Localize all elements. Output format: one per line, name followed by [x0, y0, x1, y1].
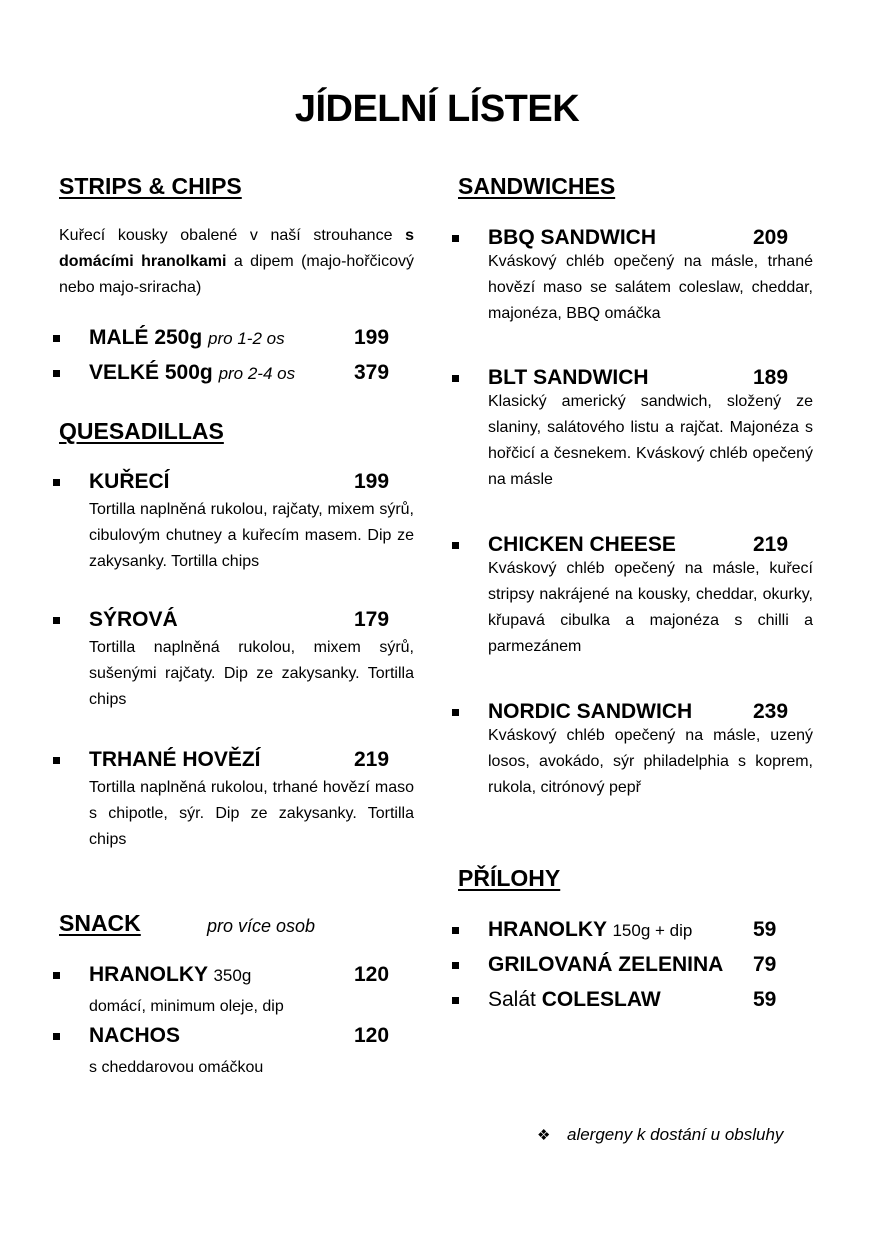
item-price: 59 [753, 918, 777, 941]
item-name: HRANOLKY [89, 963, 208, 986]
item-name: VELKÉ 500g [89, 361, 213, 384]
item-description: Tortilla naplněná rukolou, trhané hovězí maso s chipotle, sýr. Dip ze zakysanky. Tortilla chips [89, 779, 414, 848]
square-bullet-icon [452, 375, 459, 382]
item-name: SÝROVÁ [89, 608, 178, 631]
item-description: Tortilla naplněná rukolou, rajčaty, mixem sýrů, cibulovým chutney a kuřecím masem. Dip ze zakysanky. Tortilla chips [89, 501, 414, 570]
section-heading-prilohy: PŘÍLOHY [458, 865, 561, 891]
item-note: pro 2-4 os [218, 364, 296, 383]
strips-intro [59, 223, 414, 301]
section-heading-strips: STRIPS & CHIPS [59, 173, 242, 199]
item-price: 199 [354, 470, 390, 493]
item-name: BBQ SANDWICH [488, 226, 656, 249]
item-price: 199 [354, 326, 390, 349]
intro-bold-text: s domácími hranolkami [59, 227, 414, 270]
item-price: 239 [753, 700, 789, 723]
item-price: 219 [753, 533, 789, 556]
item-name-wrapper [89, 326, 285, 350]
intro-text: Kuřecí kousky obalené v naší strouhance [59, 227, 406, 244]
page-title: JÍDELNÍ LÍSTEK [294, 88, 580, 130]
item-weight: 350g [213, 966, 252, 985]
item-name-wrapper [488, 918, 692, 942]
item-name: COLESLAW [541, 988, 661, 1011]
item-description: Klasický americký sandwich, složený ze slaniny, salátového listu a rajčat. Majonéza s hořčicí a česnekem. Kváskový chléb opečený na másle [488, 393, 813, 488]
item-price: 209 [753, 226, 789, 249]
section-heading-quesadillas: QUESADILLAS [59, 418, 224, 444]
square-bullet-icon [452, 997, 459, 1004]
square-bullet-icon [452, 709, 459, 716]
square-bullet-icon [452, 962, 459, 969]
allergen-note [537, 1125, 783, 1145]
item-description: Tortilla naplněná rukolou, mixem sýrů, sušenými rajčaty. Dip ze zakysanky. Tortilla chips [89, 639, 414, 708]
item-name: BLT SANDWICH [488, 366, 649, 389]
item-prefix: Salát [488, 988, 536, 1011]
square-bullet-icon [452, 235, 459, 242]
item-price: 379 [354, 361, 390, 384]
diamond-bullet-icon: ❖ [537, 1127, 551, 1144]
square-bullet-icon [53, 757, 60, 764]
square-bullet-icon [53, 335, 60, 342]
item-name-wrapper [89, 361, 295, 385]
square-bullet-icon [53, 972, 60, 979]
item-weight: 150g + dip [612, 921, 693, 940]
square-bullet-icon [452, 542, 459, 549]
allergen-note-text: alergeny k dostání u obsluhy [567, 1125, 784, 1144]
item-note: pro 1-2 os [208, 329, 285, 348]
item-name: NORDIC SANDWICH [488, 700, 693, 723]
section-heading-snack: SNACK [59, 910, 141, 936]
item-description: Kváskový chléb opečený na másle, uzený losos, avokádo, sýr philadelphia s koprem, rukola, citrónový pepř [488, 727, 813, 796]
item-name: GRILOVANÁ ZELENINA [488, 953, 724, 976]
item-name: MALÉ 250g [89, 326, 203, 349]
item-price: 179 [354, 608, 390, 631]
section-heading-sandwiches: SANDWICHES [458, 173, 616, 199]
square-bullet-icon [53, 370, 60, 377]
item-description: domácí, minimum oleje, dip [89, 998, 284, 1015]
item-name: NACHOS [89, 1024, 181, 1047]
item-price: 219 [354, 748, 390, 771]
item-name: TRHANÉ HOVĚZÍ [89, 748, 261, 771]
square-bullet-icon [452, 927, 459, 934]
section-note: pro více osob [207, 916, 316, 936]
item-name: CHICKEN CHEESE [488, 533, 676, 556]
item-price: 79 [753, 953, 777, 976]
item-name: HRANOLKY [488, 918, 607, 941]
square-bullet-icon [53, 1033, 60, 1040]
item-price: 120 [354, 963, 390, 986]
item-name: KUŘECÍ [89, 470, 170, 493]
item-price: 120 [354, 1024, 390, 1047]
item-name-wrapper [89, 963, 251, 987]
item-description: s cheddarovou omáčkou [89, 1059, 264, 1076]
item-name-wrapper [488, 988, 661, 1012]
square-bullet-icon [53, 617, 60, 624]
square-bullet-icon [53, 479, 60, 486]
item-price: 59 [753, 988, 777, 1011]
item-description: Kváskový chléb opečený na másle, trhané hovězí maso se salátem coleslaw, cheddar, majonéza, BBQ omáčka [488, 253, 813, 322]
item-description: Kváskový chléb opečený na másle, kuřecí stripsy nakrájené na kousky, cheddar, okurky, křupavá cibulka a majonéza s chilli a parmezánem [488, 560, 813, 655]
intro-text-end: a dipem (majo-hořčicový nebo majo-sriracha) [59, 253, 414, 296]
item-price: 189 [753, 366, 789, 389]
